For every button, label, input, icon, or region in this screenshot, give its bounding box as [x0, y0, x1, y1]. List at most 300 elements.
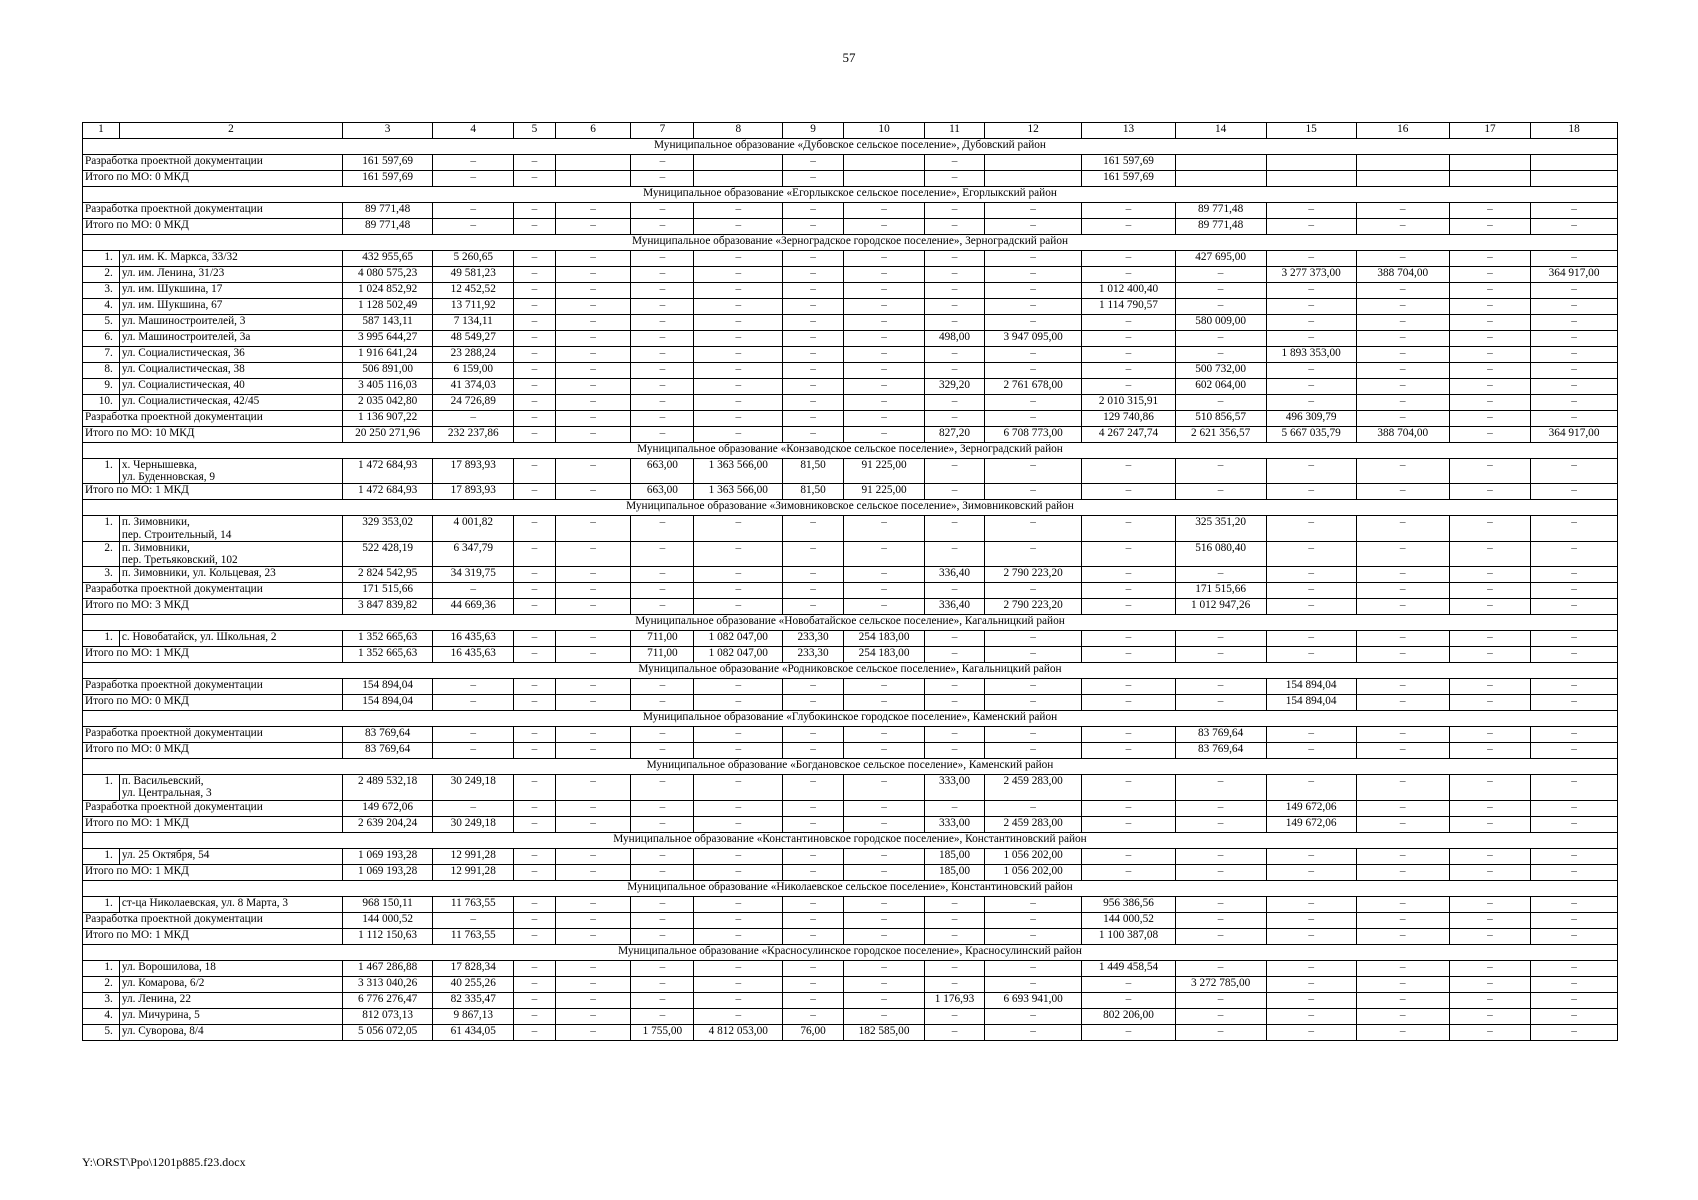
value-cell: – [631, 411, 694, 427]
value-cell: – [843, 848, 924, 864]
value-cell: – [631, 1008, 694, 1024]
value-cell: – [1449, 583, 1530, 599]
value-cell: – [514, 427, 555, 443]
value-cell: – [984, 203, 1082, 219]
value-cell: – [843, 541, 924, 566]
value-cell: 1 363 566,00 [694, 459, 783, 484]
value-cell: 2 459 283,00 [984, 775, 1082, 800]
value-cell: – [925, 1024, 985, 1040]
value-cell: – [1266, 283, 1356, 299]
value-cell: 161 597,69 [1082, 155, 1175, 171]
value-cell: – [984, 1008, 1082, 1024]
value-cell: – [631, 816, 694, 832]
value-cell: – [1449, 315, 1530, 331]
value-cell: – [925, 631, 985, 647]
address-line: ул. Суворова, 8/4 [121, 1024, 204, 1037]
value-cell: – [1266, 219, 1356, 235]
value-cell: – [984, 928, 1082, 944]
value-cell: – [555, 347, 631, 363]
value-cell: – [1266, 631, 1356, 647]
value-cell: – [783, 912, 844, 928]
value-cell: – [843, 363, 924, 379]
value-cell: – [1531, 992, 1618, 1008]
section-title-row [83, 500, 1618, 516]
value-cell: – [555, 583, 631, 599]
value-cell: – [843, 928, 924, 944]
value-cell: – [555, 743, 631, 759]
value-cell: – [1356, 679, 1449, 695]
value-cell: 83 769,64 [1175, 743, 1266, 759]
value-cell: – [984, 267, 1082, 283]
value-cell: – [1449, 695, 1530, 711]
value-cell: 1 472 684,93 [343, 459, 433, 484]
value-cell: 1 082 047,00 [694, 647, 783, 663]
value-cell: 3 313 040,26 [343, 976, 433, 992]
value-cell: – [555, 267, 631, 283]
value-cell: – [1356, 379, 1449, 395]
value-cell: – [514, 315, 555, 331]
value-cell: – [843, 315, 924, 331]
value-cell: – [843, 679, 924, 695]
row-label: Итого по МО: 10 МКД [83, 427, 343, 443]
value-cell: – [925, 251, 985, 267]
value-cell: – [925, 219, 985, 235]
value-cell: – [783, 427, 844, 443]
value-cell: – [984, 896, 1082, 912]
value-cell: – [1449, 1024, 1530, 1040]
value-cell: – [783, 411, 844, 427]
value-cell: – [1082, 459, 1175, 484]
value-cell: – [631, 583, 694, 599]
value-cell: 144 000,52 [1082, 912, 1175, 928]
table-row [83, 459, 1618, 484]
row-number: 1. [83, 459, 120, 484]
table-row [83, 315, 1618, 331]
value-cell: – [514, 928, 555, 944]
row-number: 5. [83, 1024, 120, 1040]
address-line-2: пер. Третьяковский, 102 [121, 553, 238, 566]
value-cell: 3 847 839,82 [343, 599, 433, 615]
value-cell: – [631, 347, 694, 363]
value-cell: – [514, 816, 555, 832]
value-cell: – [925, 695, 985, 711]
value-cell: 580 009,00 [1175, 315, 1266, 331]
row-label: Итого по МО: 1 МКД [83, 816, 343, 832]
address-cell [119, 379, 342, 395]
value-cell: – [984, 912, 1082, 928]
section-title-row [83, 615, 1618, 631]
page-number: 57 [842, 50, 856, 65]
address-cell [119, 848, 342, 864]
address-cell [119, 775, 342, 800]
value-cell: – [783, 583, 844, 599]
value-cell: 587 143,11 [343, 315, 433, 331]
value-cell: – [631, 800, 694, 816]
value-cell: – [843, 695, 924, 711]
value-cell: 5 056 072,05 [343, 1024, 433, 1040]
value-cell: – [1266, 251, 1356, 267]
value-cell: 2 761 678,00 [984, 379, 1082, 395]
value-cell [555, 171, 631, 187]
section-title: Муниципальное образование «Константиновское городское поселение», Константиновский район [83, 832, 1618, 848]
value-cell: – [1356, 583, 1449, 599]
value-cell: – [514, 299, 555, 315]
value-cell: – [694, 976, 783, 992]
value-cell: – [783, 743, 844, 759]
table-row [83, 541, 1618, 566]
value-cell: – [1082, 379, 1175, 395]
value-cell: – [1266, 379, 1356, 395]
value-cell: – [694, 283, 783, 299]
value-cell [1266, 171, 1356, 187]
value-cell: – [433, 912, 514, 928]
value-cell: – [631, 928, 694, 944]
value-cell: – [1531, 599, 1618, 615]
value-cell: – [1175, 864, 1266, 880]
value-cell: – [843, 912, 924, 928]
value-cell: 6 347,79 [433, 541, 514, 566]
value-cell: 522 428,19 [343, 541, 433, 566]
value-cell: – [1356, 363, 1449, 379]
value-cell: 5 260,65 [433, 251, 514, 267]
value-cell: – [433, 679, 514, 695]
value-cell: – [783, 928, 844, 944]
value-cell: 16 435,63 [433, 631, 514, 647]
value-cell: – [555, 219, 631, 235]
value-cell [1266, 155, 1356, 171]
value-cell: – [514, 267, 555, 283]
value-cell: 83 769,64 [343, 727, 433, 743]
summary-row [83, 864, 1618, 880]
value-cell: 76,00 [783, 1024, 844, 1040]
value-cell: – [984, 484, 1082, 500]
value-cell: – [1449, 960, 1530, 976]
value-cell: – [433, 727, 514, 743]
value-cell: – [1531, 251, 1618, 267]
value-cell: 154 894,04 [343, 695, 433, 711]
value-cell: – [843, 395, 924, 411]
value-cell: – [783, 251, 844, 267]
address-line: ул. Ворошилова, 18 [121, 960, 216, 973]
value-cell: – [1449, 516, 1530, 541]
row-number: 2. [83, 541, 120, 566]
value-cell: – [843, 1008, 924, 1024]
value-cell: – [843, 743, 924, 759]
value-cell: – [1082, 743, 1175, 759]
row-number: 1. [83, 631, 120, 647]
value-cell: – [925, 267, 985, 283]
value-cell: 827,20 [925, 427, 985, 443]
value-cell: 427 695,00 [1175, 251, 1266, 267]
address-cell [119, 251, 342, 267]
value-cell: – [984, 363, 1082, 379]
value-cell: 336,40 [925, 567, 985, 583]
value-cell: 89 771,48 [1175, 203, 1266, 219]
value-cell: – [783, 1008, 844, 1024]
value-cell: 1 176,93 [925, 992, 985, 1008]
table-row [83, 251, 1618, 267]
value-cell [984, 155, 1082, 171]
value-cell: – [843, 599, 924, 615]
value-cell: – [1449, 848, 1530, 864]
value-cell: – [1175, 928, 1266, 944]
value-cell: – [1175, 299, 1266, 315]
value-cell: – [1175, 695, 1266, 711]
value-cell: – [1449, 541, 1530, 566]
value-cell: – [1449, 816, 1530, 832]
value-cell: – [984, 1024, 1082, 1040]
value-cell: – [1082, 267, 1175, 283]
value-cell: 7 134,11 [433, 315, 514, 331]
value-cell: – [1531, 647, 1618, 663]
value-cell: – [694, 315, 783, 331]
value-cell: – [1266, 743, 1356, 759]
value-cell: – [984, 631, 1082, 647]
value-cell [1175, 155, 1266, 171]
value-cell: 154 894,04 [1266, 695, 1356, 711]
value-cell: 1 755,00 [631, 1024, 694, 1040]
value-cell: – [514, 363, 555, 379]
value-cell: – [783, 679, 844, 695]
value-cell: – [555, 283, 631, 299]
row-label: Итого по МО: 1 МКД [83, 484, 343, 500]
value-cell: – [1266, 299, 1356, 315]
value-cell [555, 155, 631, 171]
value-cell: – [555, 203, 631, 219]
value-cell: – [1175, 331, 1266, 347]
value-cell: 510 856,57 [1175, 411, 1266, 427]
column-number-cell: 5 [514, 123, 555, 139]
value-cell: – [1266, 203, 1356, 219]
value-cell: – [783, 203, 844, 219]
value-cell: – [631, 427, 694, 443]
value-cell: – [514, 219, 555, 235]
value-cell: 1 449 458,54 [1082, 960, 1175, 976]
value-cell: 1 352 665,63 [343, 631, 433, 647]
value-cell: – [1531, 283, 1618, 299]
value-cell: – [783, 599, 844, 615]
value-cell: – [1175, 848, 1266, 864]
value-cell: – [555, 427, 631, 443]
value-cell: – [1356, 800, 1449, 816]
value-cell: – [694, 583, 783, 599]
address-cell [119, 347, 342, 363]
value-cell: – [433, 171, 514, 187]
table-row [83, 299, 1618, 315]
value-cell: 81,50 [783, 459, 844, 484]
value-cell: – [783, 848, 844, 864]
value-cell: – [1531, 516, 1618, 541]
value-cell: – [1175, 912, 1266, 928]
value-cell: 1 112 150,63 [343, 928, 433, 944]
value-cell: 144 000,52 [343, 912, 433, 928]
value-cell: 30 249,18 [433, 816, 514, 832]
value-cell: – [514, 848, 555, 864]
value-cell [1356, 155, 1449, 171]
value-cell: 498,00 [925, 331, 985, 347]
value-cell: 49 581,23 [433, 267, 514, 283]
section-title-row [83, 187, 1618, 203]
value-cell: – [433, 695, 514, 711]
value-cell: – [1175, 267, 1266, 283]
value-cell: – [694, 395, 783, 411]
value-cell: – [631, 567, 694, 583]
value-cell: – [1082, 647, 1175, 663]
value-cell: – [1082, 775, 1175, 800]
value-cell: 663,00 [631, 459, 694, 484]
section-title: Муниципальное образование «Зимовниковское сельское поселение», Зимовниковский район [83, 500, 1618, 516]
column-number-cell: 6 [555, 123, 631, 139]
value-cell: – [1531, 541, 1618, 566]
section-title-row [83, 663, 1618, 679]
value-cell: – [631, 599, 694, 615]
value-cell: – [843, 864, 924, 880]
value-cell: – [783, 864, 844, 880]
value-cell: – [925, 1008, 985, 1024]
value-cell: – [631, 219, 694, 235]
column-number-cell: 14 [1175, 123, 1266, 139]
value-cell: – [555, 960, 631, 976]
value-cell: – [1082, 484, 1175, 500]
value-cell: – [514, 896, 555, 912]
value-cell: – [1356, 459, 1449, 484]
value-cell: – [694, 695, 783, 711]
value-cell: – [694, 567, 783, 583]
row-label: Разработка проектной документации [83, 203, 343, 219]
value-cell: – [694, 411, 783, 427]
value-cell: – [514, 516, 555, 541]
column-number-cell: 15 [1266, 123, 1356, 139]
value-cell: – [1356, 896, 1449, 912]
summary-row [83, 484, 1618, 500]
value-cell: – [631, 848, 694, 864]
table-row [83, 1008, 1618, 1024]
value-cell: – [694, 960, 783, 976]
value-cell: – [433, 743, 514, 759]
section-title: Муниципальное образование «Конзаводское сельское поселение», Зерноградский район [83, 443, 1618, 459]
table-row [83, 976, 1618, 992]
value-cell: – [631, 171, 694, 187]
value-cell: – [1266, 331, 1356, 347]
value-cell [1175, 171, 1266, 187]
value-cell: – [555, 800, 631, 816]
value-cell: – [984, 647, 1082, 663]
value-cell: – [514, 484, 555, 500]
row-label: Итого по МО: 0 МКД [83, 171, 343, 187]
value-cell: – [1082, 599, 1175, 615]
value-cell: – [1531, 679, 1618, 695]
value-cell: 23 288,24 [433, 347, 514, 363]
value-cell: – [783, 347, 844, 363]
value-cell: 602 064,00 [1175, 379, 1266, 395]
value-cell: – [1449, 976, 1530, 992]
value-cell: – [1449, 775, 1530, 800]
value-cell: – [984, 219, 1082, 235]
value-cell: – [694, 516, 783, 541]
value-cell: – [1356, 1008, 1449, 1024]
value-cell: – [514, 679, 555, 695]
value-cell: – [555, 912, 631, 928]
value-cell: – [1449, 743, 1530, 759]
value-cell: – [694, 427, 783, 443]
value-cell: – [783, 960, 844, 976]
value-cell: 12 452,52 [433, 283, 514, 299]
address-cell [119, 395, 342, 411]
value-cell: 6 159,00 [433, 363, 514, 379]
row-label: Итого по МО: 0 МКД [83, 219, 343, 235]
value-cell: – [1175, 679, 1266, 695]
value-cell: – [984, 283, 1082, 299]
value-cell: 17 893,93 [433, 484, 514, 500]
value-cell: – [1266, 583, 1356, 599]
value-cell: 81,50 [783, 484, 844, 500]
address-line: ул. им. Шукшина, 17 [121, 283, 223, 295]
row-number: 3. [83, 992, 120, 1008]
value-cell: – [1531, 743, 1618, 759]
value-cell: – [925, 896, 985, 912]
value-cell: – [631, 679, 694, 695]
value-cell: – [843, 567, 924, 583]
value-cell: – [1266, 599, 1356, 615]
value-cell: – [1356, 912, 1449, 928]
value-cell: – [1449, 203, 1530, 219]
value-cell: – [783, 695, 844, 711]
value-cell: – [514, 976, 555, 992]
value-cell: – [1266, 864, 1356, 880]
column-number-cell: 12 [984, 123, 1082, 139]
section-title-row [83, 139, 1618, 155]
value-cell: – [694, 363, 783, 379]
value-cell: – [694, 203, 783, 219]
value-cell: – [514, 647, 555, 663]
address-cell [119, 896, 342, 912]
address-line: ул. им. Ленина, 31/23 [121, 267, 225, 279]
row-number: 3. [83, 283, 120, 299]
value-cell: 233,30 [783, 631, 844, 647]
value-cell: – [925, 727, 985, 743]
address-cell [119, 363, 342, 379]
value-cell: – [1356, 347, 1449, 363]
value-cell: – [1175, 775, 1266, 800]
value-cell: 1 352 665,63 [343, 647, 433, 663]
value-cell: 2 459 283,00 [984, 816, 1082, 832]
value-cell: – [1266, 775, 1356, 800]
value-cell: – [1531, 816, 1618, 832]
value-cell: – [1449, 727, 1530, 743]
value-cell: – [1449, 800, 1530, 816]
value-cell: – [555, 516, 631, 541]
address-cell [119, 459, 342, 484]
value-cell: – [1266, 395, 1356, 411]
value-cell: – [1449, 379, 1530, 395]
value-cell [1449, 171, 1530, 187]
value-cell: – [1082, 800, 1175, 816]
value-cell: – [1175, 896, 1266, 912]
value-cell: – [1531, 219, 1618, 235]
row-number: 1. [83, 848, 120, 864]
value-cell: 500 732,00 [1175, 363, 1266, 379]
value-cell: – [1531, 395, 1618, 411]
address-line: п. Зимовники, [121, 516, 190, 529]
value-cell: 89 771,48 [343, 203, 433, 219]
value-cell: 1 472 684,93 [343, 484, 433, 500]
summary-row [83, 695, 1618, 711]
value-cell: – [555, 379, 631, 395]
value-cell: – [514, 395, 555, 411]
value-cell: – [843, 331, 924, 347]
value-cell: – [1449, 631, 1530, 647]
row-label: Итого по МО: 1 МКД [83, 864, 343, 880]
